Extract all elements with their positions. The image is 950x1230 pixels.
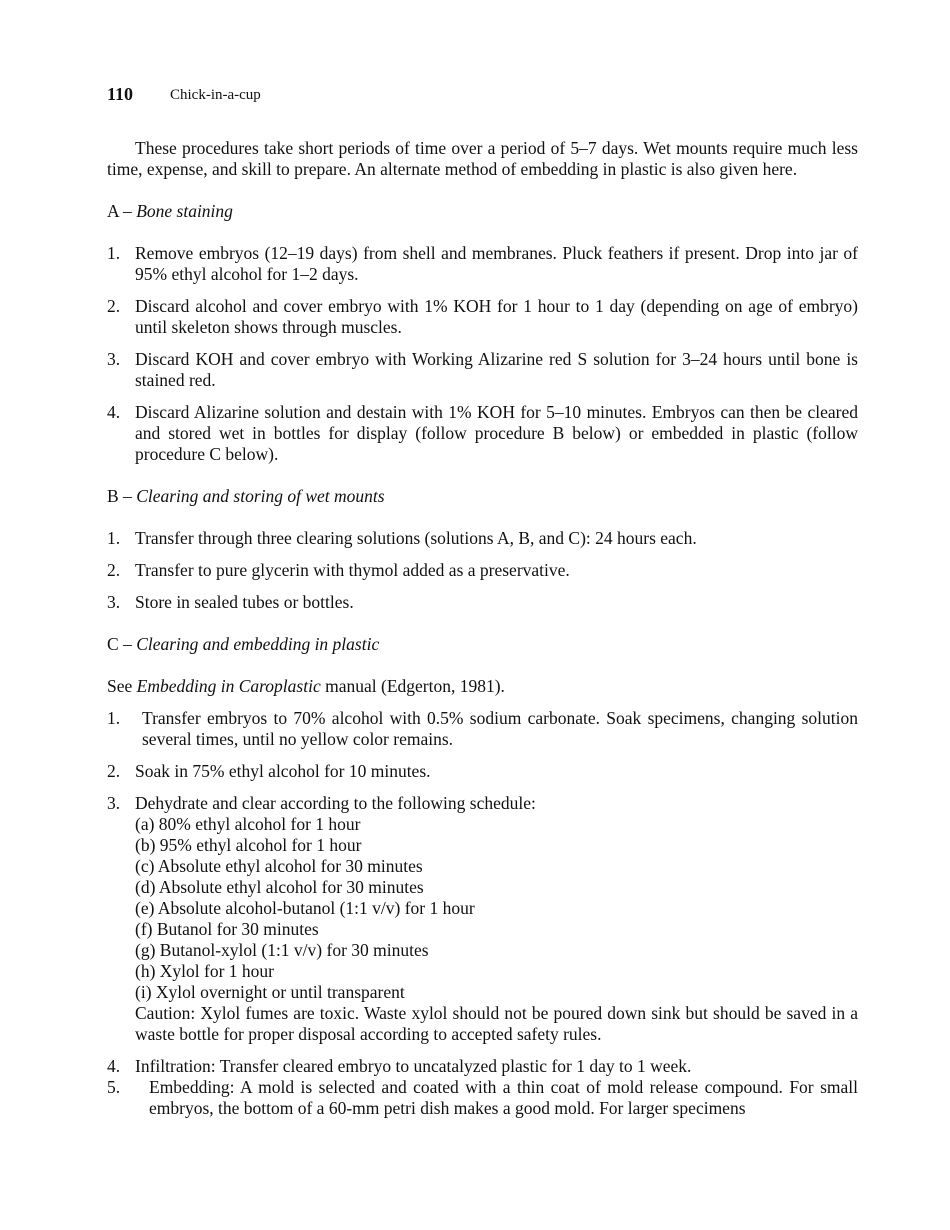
section-c-list [107,708,858,1119]
list-item [107,793,858,1045]
item-number: 3. [107,793,121,813]
section-a-title: Bone staining [136,201,233,221]
page-header [107,84,261,105]
section-c-heading [107,634,858,655]
intro-paragraph: These procedures take short periods of time over a period of 5–7 days. Wet mounts require much less time, expense, and skill to prepare. An alternate method of embedding in plastic is also given here. [107,138,858,179]
section-a-list [107,243,858,465]
item-number: 2. [107,296,121,316]
section-a-heading [107,201,858,222]
item-text: Store in sealed tubes or bottles. [135,592,354,612]
schedule-item: (a) 80% ethyl alcohol for 1 hour [135,814,361,834]
list-item [107,349,858,391]
item-number: 3. [107,592,121,612]
item-text: Soak in 75% ethyl alcohol for 10 minutes. [135,761,431,781]
schedule-list [135,814,858,1003]
schedule-item: (f) Butanol for 30 minutes [135,919,319,939]
list-item [107,592,858,613]
item-number: 1. [107,708,121,728]
item-number: 2. [107,761,121,781]
item-text: Discard KOH and cover embryo with Working Alizarine red S solution for 3–24 hours until bone is stained red. [135,349,858,390]
list-item [107,560,858,581]
reference-title: Embedding in Caroplastic [136,676,321,696]
section-b-heading [107,486,858,507]
item-number: 5. [107,1077,121,1097]
item-text: Dehydrate and clear according to the following schedule: [135,793,536,813]
list-item [107,708,858,750]
section-b-letter: B – [107,486,137,506]
page-number: 110 [107,84,134,104]
list-item [107,1056,858,1077]
section-c-letter: C – [107,634,137,654]
page-body [107,138,858,1140]
schedule-item: (g) Butanol-xylol (1:1 v/v) for 30 minutes [135,940,429,960]
schedule-item: (c) Absolute ethyl alcohol for 30 minutes [135,856,423,876]
schedule-item: (i) Xylol overnight or until transparent [135,982,405,1002]
section-b-title: Clearing and storing of wet mounts [136,486,385,506]
item-number: 1. [107,243,121,263]
item-text: Remove embryos (12–19 days) from shell and membranes. Pluck feathers if present. Drop into jar of 95% ethyl alcohol for 1–2 days. [135,243,858,284]
item-text: Embedding: A mold is selected and coated with a thin coat of mold release compound. For small embryos, the bottom of a 60-mm petri dish makes a good mold. For larger specimens [149,1077,858,1118]
schedule-item: (h) Xylol for 1 hour [135,961,275,981]
caution-note: Caution: Xylol fumes are toxic. Waste xylol should not be poured down sink but should be saved in a waste bottle for proper disposal according to accepted safety rules. [135,1003,858,1044]
section-a-letter: A – [107,201,137,221]
list-item [107,528,858,549]
schedule-item: (b) 95% ethyl alcohol for 1 hour [135,835,362,855]
schedule-item: (d) Absolute ethyl alcohol for 30 minutes [135,877,424,897]
item-text: Transfer to pure glycerin with thymol added as a preservative. [135,560,570,580]
item-number: 4. [107,1056,121,1076]
schedule-item: (e) Absolute alcohol-butanol (1:1 v/v) for 1 hour [135,898,475,918]
section-c-title: Clearing and embedding in plastic [136,634,380,654]
list-item [107,243,858,285]
reference-prefix: See [107,676,137,696]
reference-suffix: manual (Edgerton, 1981). [320,676,505,696]
item-number: 4. [107,402,121,422]
list-item [107,761,858,782]
reference-line [107,676,858,697]
item-number: 3. [107,349,121,369]
item-text: Transfer through three clearing solutions (solutions A, B, and C): 24 hours each. [135,528,697,548]
list-item [107,1077,858,1119]
item-number: 2. [107,560,121,580]
item-text: Transfer embryos to 70% alcohol with 0.5% sodium carbonate. Soak specimens, changing solution several times, until no yellow color remains. [142,708,858,749]
item-number: 1. [107,528,121,548]
item-text: Infiltration: Transfer cleared embryo to uncatalyzed plastic for 1 day to 1 week. [135,1056,692,1076]
section-b-list [107,528,858,613]
list-item [107,402,858,465]
running-head: Chick-in-a-cup [170,87,261,103]
list-item [107,296,858,338]
item-text: Discard Alizarine solution and destain with 1% KOH for 5–10 minutes. Embryos can then be cleared and stored wet in bottles for display (follow procedure B below) or embedded in plastic (follow procedure C below). [135,402,858,464]
item-text: Discard alcohol and cover embryo with 1% KOH for 1 hour to 1 day (depending on age of embryo) until skeleton shows through muscles. [135,296,858,337]
